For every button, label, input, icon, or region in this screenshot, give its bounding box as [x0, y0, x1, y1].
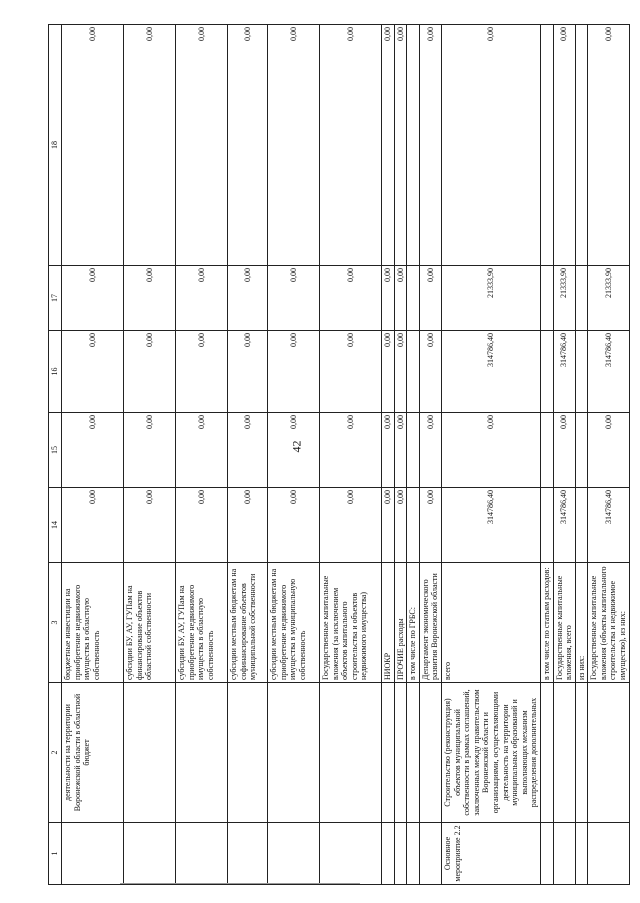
table-cell-c17: 0,00	[176, 266, 228, 331]
table-cell-c16: 0,00	[268, 331, 320, 413]
budget-table	[48, 24, 630, 885]
table-cell-c14: 0,00	[268, 488, 320, 563]
table-cell-c17	[407, 266, 420, 331]
table-cell-c16	[575, 331, 588, 413]
table-cell-c14: 314786,40	[441, 488, 540, 563]
table-cell-c18: 0,00	[419, 25, 441, 266]
table-cell-c17: 0,00	[62, 266, 124, 331]
table-row	[62, 25, 124, 885]
header-cell: 2	[49, 683, 62, 823]
table-row	[575, 25, 588, 885]
table-cell-c15: 0,00	[419, 413, 441, 488]
table-cell-c1	[176, 823, 228, 885]
table-cell-c3: из них:	[575, 563, 588, 683]
table-cell-c1	[419, 823, 441, 885]
table-cell-c14: 0,00	[320, 488, 382, 563]
table-cell-c17	[575, 266, 588, 331]
table-cell-c15: 0,00	[394, 413, 407, 488]
table-cell-c3: бюджетные инвестиции на приобретение недвижимого имущества в областную собственность	[62, 563, 124, 683]
table-cell-c15: 0,00	[441, 413, 540, 488]
table-cell-c2: деятельности на территории Воронежской области в областной бюджет	[62, 683, 124, 823]
table-container	[48, 25, 628, 885]
table-cell-c14: 0,00	[228, 488, 268, 563]
table-cell-c14: 0,00	[176, 488, 228, 563]
table-cell-c2	[407, 683, 420, 823]
table-cell-c16: 0,00	[320, 331, 382, 413]
table-cell-c3: всего	[441, 563, 540, 683]
table-cell-c17: 0,00	[228, 266, 268, 331]
table-row	[419, 25, 441, 885]
table-row	[441, 25, 540, 885]
table-cell-c14	[540, 488, 553, 563]
table-cell-c3: Государственные капитальные вложения (за исключением объектов капитального строительства и объектов недвижимого имущества)	[320, 563, 382, 683]
table-cell-c2	[382, 683, 395, 823]
table-cell-c17: 0,00	[124, 266, 176, 331]
table-cell-c3: субсидии БУ, АУ, ГУПам на финансирование объектов областной собственности	[124, 563, 176, 683]
table-cell-c15: 0,00	[553, 413, 575, 488]
table-cell-c3: ПРОЧИЕ расходы	[394, 563, 407, 683]
table-cell-c14	[575, 488, 588, 563]
table-cell-c16: 0,00	[176, 331, 228, 413]
table-cell-c15	[407, 413, 420, 488]
table-cell-c3: НИОКР	[382, 563, 395, 683]
table-cell-c17: 0,00	[320, 266, 382, 331]
table-cell-c15: 0,00	[382, 413, 395, 488]
table-cell-c16: 314786,40	[441, 331, 540, 413]
table-row	[382, 25, 395, 885]
header-cell: 17	[49, 266, 62, 331]
table-cell-c18: 0,00	[228, 25, 268, 266]
table-cell-c17: 0,00	[419, 266, 441, 331]
table-cell-c16: 0,00	[382, 331, 395, 413]
rotated-table-frame	[48, 25, 628, 885]
table-cell-c2	[553, 683, 575, 823]
table-cell-c15: 0,00	[124, 413, 176, 488]
table-cell-c16: 0,00	[228, 331, 268, 413]
table-cell-c18: 0,00	[553, 25, 575, 266]
table-cell-c2	[540, 683, 553, 823]
table-cell-c16: 0,00	[62, 331, 124, 413]
table-body	[62, 25, 630, 885]
table-cell-c15: 0,00	[176, 413, 228, 488]
table-cell-c1: Основное мероприятие 2.2	[441, 823, 540, 885]
table-cell-c1	[588, 823, 629, 885]
table-cell-c3: Государственные капитальные вложения (объекты капитального строительства и недвижимое имущество), из них:	[588, 563, 629, 683]
table-cell-c1	[540, 823, 553, 885]
table-cell-c18: 0,00	[268, 25, 320, 266]
table-cell-c18: 0,00	[382, 25, 395, 266]
table-cell-c3: субсидии БУ, АУ, ГУПам на приобретение недвижимого имущества в областную собственность	[176, 563, 228, 683]
table-cell-c17	[540, 266, 553, 331]
table-cell-c2	[419, 683, 441, 823]
table-cell-c3: субсидии местным бюджетам на софинансирование объектов муниципальной собственности	[228, 563, 268, 683]
table-cell-c17: 21333,90	[553, 266, 575, 331]
table-cell-c18: 0,00	[441, 25, 540, 266]
table-cell-c3: в том числе по статьям расходов:	[540, 563, 553, 683]
table-cell-c1	[394, 823, 407, 885]
table-row	[394, 25, 407, 885]
header-cell: 15	[49, 413, 62, 488]
table-cell-c17: 0,00	[268, 266, 320, 331]
table-cell-c14: 0,00	[62, 488, 124, 563]
table-cell-c18: 0,00	[394, 25, 407, 266]
table-cell-c3: в том числе по ГРБС:	[407, 563, 420, 683]
table-cell-c14: 0,00	[382, 488, 395, 563]
table-cell-c16: 0,00	[124, 331, 176, 413]
footer-rule	[120, 883, 360, 884]
table-cell-c16: 0,00	[394, 331, 407, 413]
table-cell-c2	[320, 683, 382, 823]
table-cell-c1	[320, 823, 382, 885]
table-cell-c1	[382, 823, 395, 885]
table-cell-c15: 0,00	[268, 413, 320, 488]
table-cell-c3: Департамент экономического развития Воронежской области	[419, 563, 441, 683]
table-cell-c15: 0,00	[588, 413, 629, 488]
table-cell-c1	[268, 823, 320, 885]
table-cell-c17: 0,00	[394, 266, 407, 331]
header-cell: 18	[49, 25, 62, 266]
table-cell-c16: 314786,40	[553, 331, 575, 413]
table-cell-c16	[540, 331, 553, 413]
table-cell-c1	[228, 823, 268, 885]
table-cell-c14	[407, 488, 420, 563]
table-cell-c3: Государственные капитальные вложения, всего	[553, 563, 575, 683]
header-cell: 16	[49, 331, 62, 413]
table-cell-c15: 0,00	[62, 413, 124, 488]
table-cell-c1	[62, 823, 124, 885]
table-cell-c18	[540, 25, 553, 266]
table-cell-c17: 21333,90	[441, 266, 540, 331]
table-cell-c15	[575, 413, 588, 488]
page-number: 42	[289, 440, 304, 453]
table-cell-c18: 0,00	[62, 25, 124, 266]
header-cell: 3	[49, 563, 62, 683]
table-cell-c15: 0,00	[320, 413, 382, 488]
header-cell: 14	[49, 488, 62, 563]
table-cell-c15: 0,00	[228, 413, 268, 488]
table-cell-c18: 0,00	[588, 25, 629, 266]
table-row	[320, 25, 382, 885]
table-cell-c18: 0,00	[124, 25, 176, 266]
table-row	[553, 25, 575, 885]
table-row	[588, 25, 629, 885]
table-row	[176, 25, 228, 885]
table-cell-c14: 0,00	[419, 488, 441, 563]
table-cell-c16: 0,00	[419, 331, 441, 413]
table-cell-c14: 314786,40	[588, 488, 629, 563]
table-cell-c1	[124, 823, 176, 885]
table-cell-c2	[124, 683, 176, 823]
table-cell-c16: 314786,40	[588, 331, 629, 413]
header-row	[49, 25, 62, 885]
table-cell-c2	[228, 683, 268, 823]
table-cell-c17: 0,00	[382, 266, 395, 331]
table-cell-c2	[394, 683, 407, 823]
table-row	[407, 25, 420, 885]
table-cell-c2	[176, 683, 228, 823]
table-cell-c18	[575, 25, 588, 266]
table-cell-c1	[553, 823, 575, 885]
table-cell-c18	[407, 25, 420, 266]
table-row	[228, 25, 268, 885]
table-cell-c14: 0,00	[394, 488, 407, 563]
table-cell-c2	[268, 683, 320, 823]
table-cell-c18: 0,00	[320, 25, 382, 266]
table-row	[268, 25, 320, 885]
table-cell-c1	[575, 823, 588, 885]
table-cell-c18: 0,00	[176, 25, 228, 266]
table-row	[124, 25, 176, 885]
table-cell-c14: 314786,40	[553, 488, 575, 563]
table-cell-c1	[407, 823, 420, 885]
table-cell-c2	[575, 683, 588, 823]
header-cell: 1	[49, 823, 62, 885]
table-cell-c14: 0,00	[124, 488, 176, 563]
table-row	[540, 25, 553, 885]
table-cell-c2	[588, 683, 629, 823]
table-cell-c2: Строительство (реконструкция) объектов муниципальной собственности в рамках соглашений, заключенных между правительством Воронежской области и организациями, осуществляющими деятельность на территории муниципальных образований и выполняющих механизм распределения дополнительных	[441, 683, 540, 823]
table-cell-c3: субсидии местным бюджетам на приобретение недвижимого имущества в муниципальную собственность	[268, 563, 320, 683]
table-cell-c15	[540, 413, 553, 488]
table-cell-c17: 21333,90	[588, 266, 629, 331]
table-cell-c16	[407, 331, 420, 413]
